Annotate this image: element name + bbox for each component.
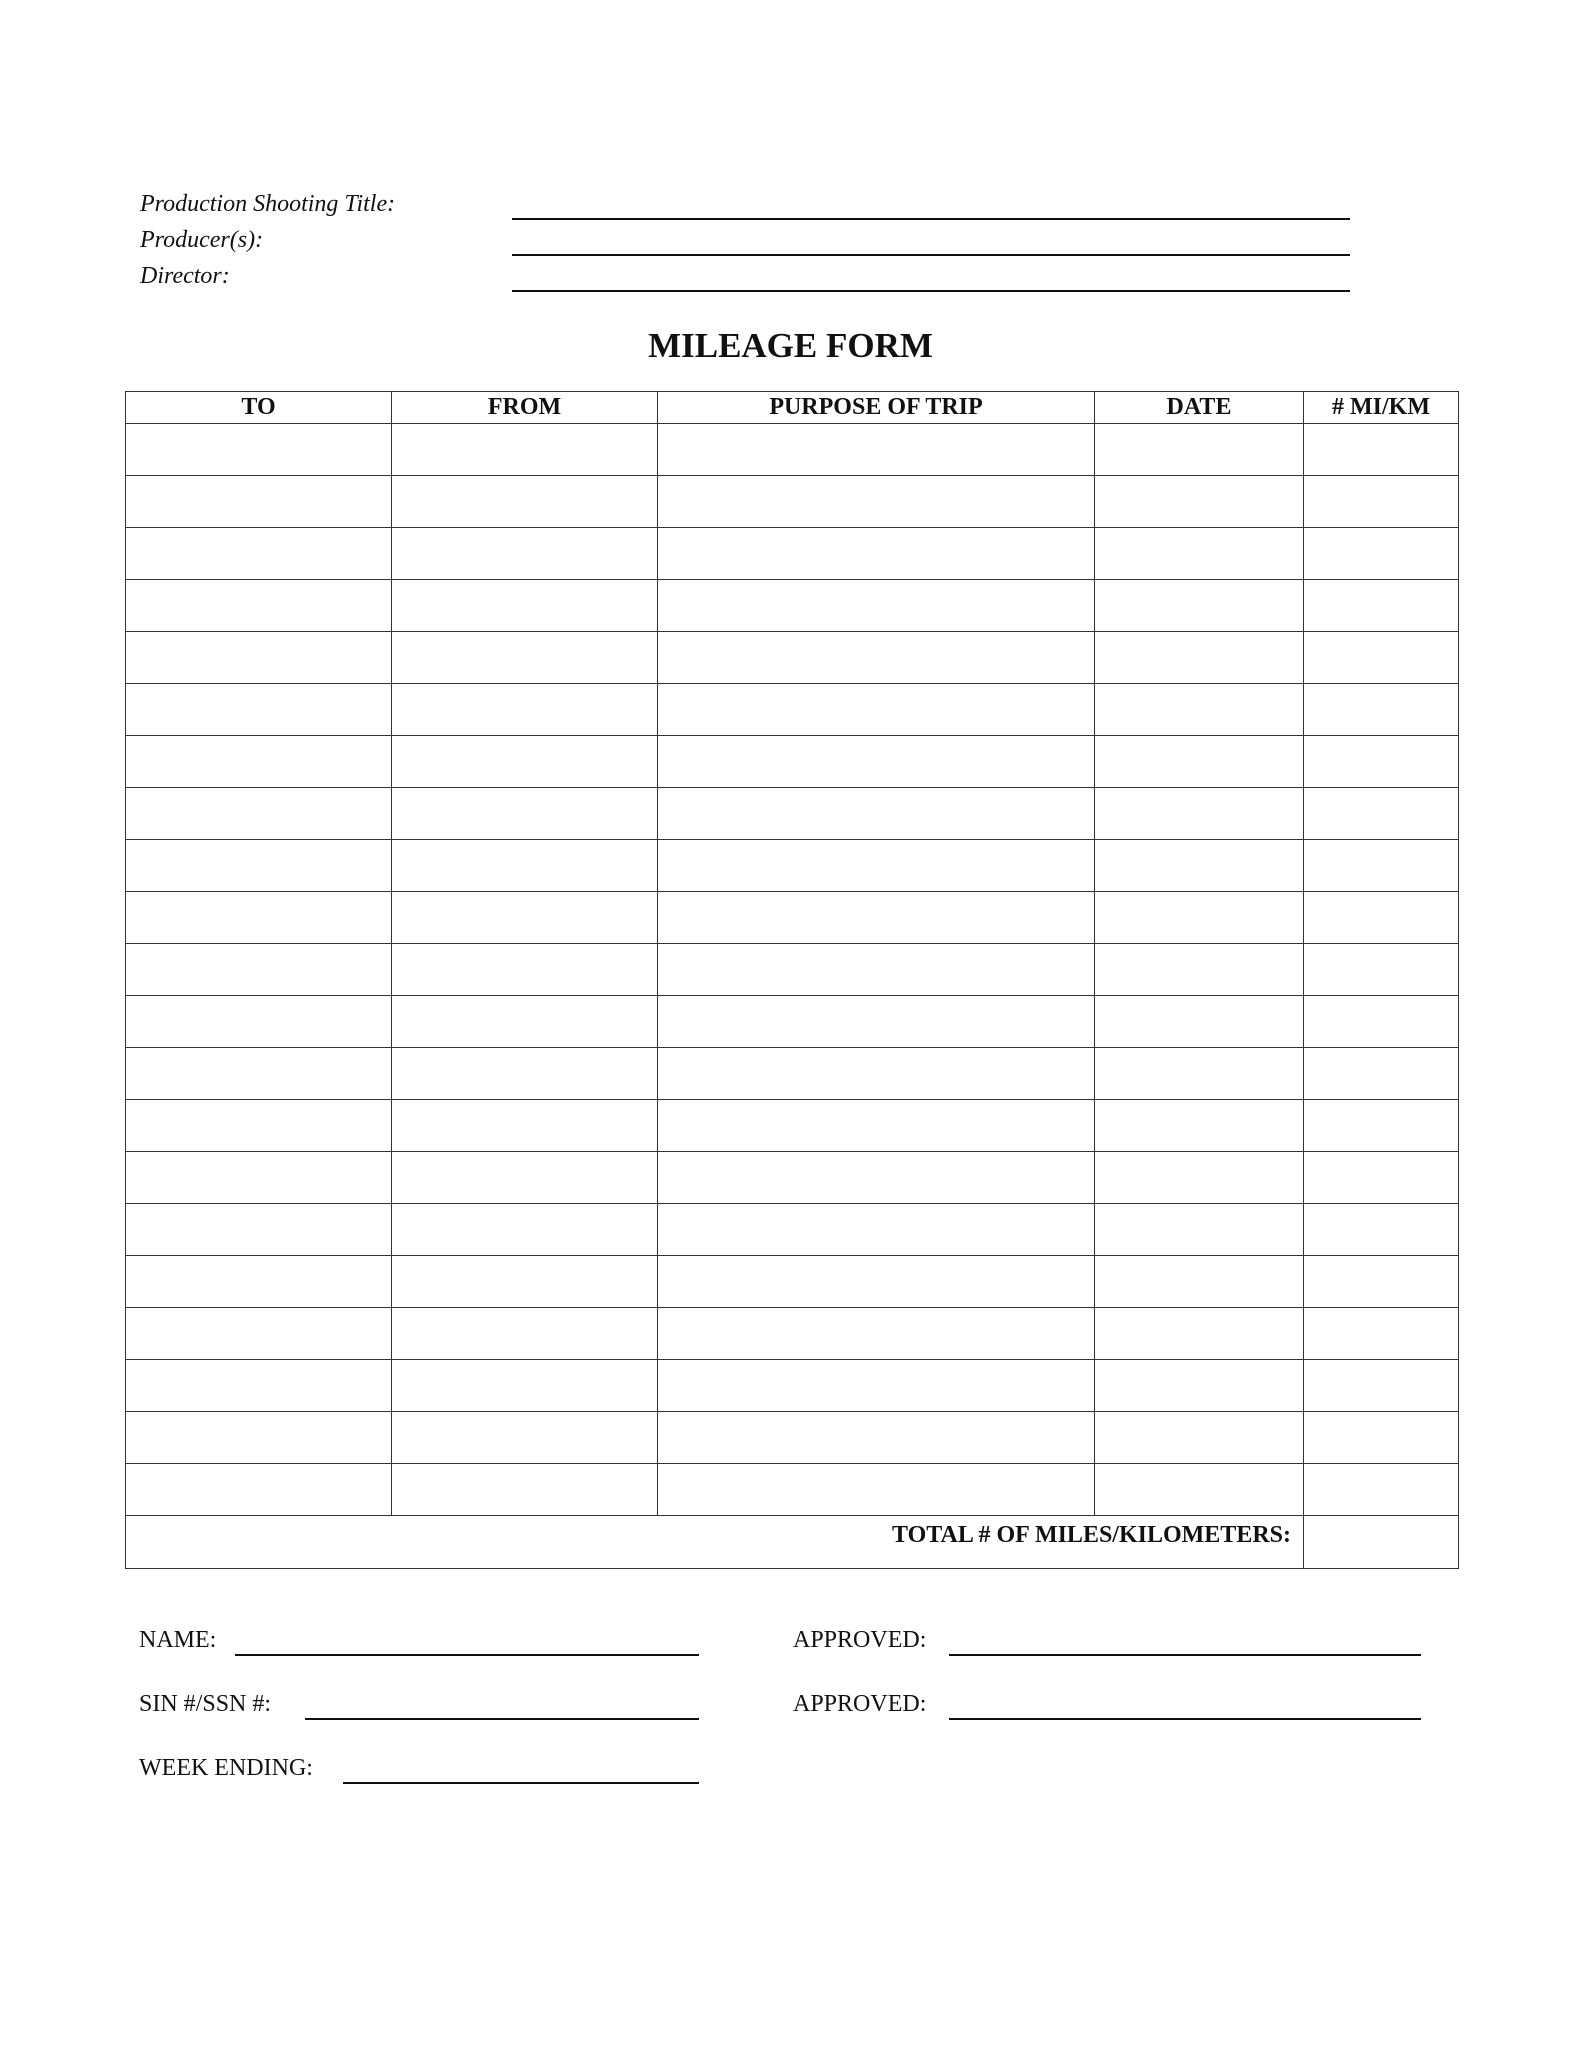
to-cell[interactable] bbox=[126, 1100, 392, 1152]
from-cell[interactable] bbox=[392, 632, 658, 684]
approved-label-1: APPROVED: bbox=[793, 1627, 927, 1653]
table-row bbox=[126, 1464, 1459, 1516]
approved-line-2[interactable] bbox=[949, 1718, 1421, 1720]
from-cell[interactable] bbox=[392, 840, 658, 892]
to-cell[interactable] bbox=[126, 1412, 392, 1464]
purpose-cell[interactable] bbox=[658, 528, 1095, 580]
purpose-cell[interactable] bbox=[658, 892, 1095, 944]
purpose-cell[interactable] bbox=[658, 476, 1095, 528]
to-cell[interactable] bbox=[126, 580, 392, 632]
from-cell[interactable] bbox=[392, 1100, 658, 1152]
from-cell[interactable] bbox=[392, 736, 658, 788]
total-row bbox=[126, 1516, 1459, 1569]
table-row bbox=[126, 1308, 1459, 1360]
table-row bbox=[126, 1412, 1459, 1464]
approved-field-1 bbox=[793, 1620, 1421, 1656]
distance-cell[interactable] bbox=[1304, 528, 1459, 580]
date-cell[interactable] bbox=[1095, 1308, 1304, 1360]
date-cell[interactable] bbox=[1095, 1048, 1304, 1100]
table-body bbox=[126, 424, 1459, 1516]
distance-cell[interactable] bbox=[1304, 736, 1459, 788]
to-cell[interactable] bbox=[126, 684, 392, 736]
table-row bbox=[126, 1152, 1459, 1204]
distance-cell[interactable] bbox=[1304, 580, 1459, 632]
date-cell[interactable] bbox=[1095, 1360, 1304, 1412]
from-cell[interactable] bbox=[392, 476, 658, 528]
sin-label: SIN #/SSN #: bbox=[139, 1691, 272, 1717]
director-line[interactable] bbox=[512, 290, 1350, 292]
distance-cell[interactable] bbox=[1304, 684, 1459, 736]
from-cell[interactable] bbox=[392, 424, 658, 476]
from-cell[interactable] bbox=[392, 684, 658, 736]
purpose-cell[interactable] bbox=[658, 1464, 1095, 1516]
table-row bbox=[126, 840, 1459, 892]
from-cell[interactable] bbox=[392, 1256, 658, 1308]
purpose-cell[interactable] bbox=[658, 840, 1095, 892]
distance-cell[interactable] bbox=[1304, 1412, 1459, 1464]
production-title-label: Production Shooting Title: bbox=[140, 191, 396, 217]
sin-field bbox=[139, 1684, 699, 1720]
date-cell[interactable] bbox=[1095, 1100, 1304, 1152]
table-row bbox=[126, 580, 1459, 632]
total-value-cell[interactable] bbox=[1304, 1516, 1459, 1569]
table-row bbox=[126, 1100, 1459, 1152]
date-cell[interactable] bbox=[1095, 1204, 1304, 1256]
purpose-cell[interactable] bbox=[658, 788, 1095, 840]
from-cell[interactable] bbox=[392, 1048, 658, 1100]
date-cell[interactable] bbox=[1095, 996, 1304, 1048]
from-cell[interactable] bbox=[392, 1360, 658, 1412]
table-row bbox=[126, 528, 1459, 580]
date-cell[interactable] bbox=[1095, 892, 1304, 944]
purpose-cell[interactable] bbox=[658, 996, 1095, 1048]
to-cell[interactable] bbox=[126, 476, 392, 528]
to-cell[interactable] bbox=[126, 788, 392, 840]
purpose-cell[interactable] bbox=[658, 1360, 1095, 1412]
distance-cell[interactable] bbox=[1304, 1464, 1459, 1516]
date-cell[interactable] bbox=[1095, 580, 1304, 632]
distance-cell[interactable] bbox=[1304, 424, 1459, 476]
date-cell[interactable] bbox=[1095, 840, 1304, 892]
table-row bbox=[126, 892, 1459, 944]
week-ending-field bbox=[139, 1748, 699, 1784]
production-title-field bbox=[140, 184, 1350, 220]
table-row bbox=[126, 1204, 1459, 1256]
date-cell[interactable] bbox=[1095, 632, 1304, 684]
to-cell[interactable] bbox=[126, 1204, 392, 1256]
to-cell[interactable] bbox=[126, 528, 392, 580]
distance-cell[interactable] bbox=[1304, 1308, 1459, 1360]
column-header-date: DATE bbox=[1095, 392, 1304, 424]
to-cell[interactable] bbox=[126, 1308, 392, 1360]
from-cell[interactable] bbox=[392, 1464, 658, 1516]
table-row bbox=[126, 1360, 1459, 1412]
total-label: TOTAL # OF MILES/KILOMETERS: bbox=[126, 1516, 1304, 1569]
to-cell[interactable] bbox=[126, 1152, 392, 1204]
distance-cell[interactable] bbox=[1304, 840, 1459, 892]
from-cell[interactable] bbox=[392, 528, 658, 580]
to-cell[interactable] bbox=[126, 1360, 392, 1412]
purpose-cell[interactable] bbox=[658, 632, 1095, 684]
table-row bbox=[126, 684, 1459, 736]
purpose-cell[interactable] bbox=[658, 944, 1095, 996]
distance-cell[interactable] bbox=[1304, 892, 1459, 944]
approved-label-2: APPROVED: bbox=[793, 1691, 927, 1717]
to-cell[interactable] bbox=[126, 840, 392, 892]
table-row bbox=[126, 788, 1459, 840]
table-row bbox=[126, 476, 1459, 528]
date-cell[interactable] bbox=[1095, 1152, 1304, 1204]
date-cell[interactable] bbox=[1095, 424, 1304, 476]
producers-label: Producer(s): bbox=[140, 227, 264, 253]
distance-cell[interactable] bbox=[1304, 1152, 1459, 1204]
date-cell[interactable] bbox=[1095, 944, 1304, 996]
column-header-distance: # MI/KM bbox=[1304, 392, 1459, 424]
to-cell[interactable] bbox=[126, 1464, 392, 1516]
distance-cell[interactable] bbox=[1304, 1100, 1459, 1152]
purpose-cell[interactable] bbox=[658, 1152, 1095, 1204]
date-cell[interactable] bbox=[1095, 1256, 1304, 1308]
table-row bbox=[126, 632, 1459, 684]
from-cell[interactable] bbox=[392, 788, 658, 840]
date-cell[interactable] bbox=[1095, 1464, 1304, 1516]
week-ending-label: WEEK ENDING: bbox=[139, 1755, 313, 1781]
date-cell[interactable] bbox=[1095, 736, 1304, 788]
table-row bbox=[126, 736, 1459, 788]
distance-cell[interactable] bbox=[1304, 1048, 1459, 1100]
purpose-cell[interactable] bbox=[658, 1100, 1095, 1152]
from-cell[interactable] bbox=[392, 996, 658, 1048]
producers-field bbox=[140, 220, 1350, 256]
approved-line-1[interactable] bbox=[949, 1654, 1421, 1656]
director-label: Director: bbox=[140, 263, 230, 289]
to-cell[interactable] bbox=[126, 632, 392, 684]
date-cell[interactable] bbox=[1095, 476, 1304, 528]
table-header-row bbox=[126, 392, 1459, 424]
purpose-cell[interactable] bbox=[658, 580, 1095, 632]
sin-line[interactable] bbox=[305, 1718, 699, 1720]
distance-cell[interactable] bbox=[1304, 1204, 1459, 1256]
distance-cell[interactable] bbox=[1304, 788, 1459, 840]
director-field bbox=[140, 256, 1350, 292]
from-cell[interactable] bbox=[392, 1308, 658, 1360]
date-cell[interactable] bbox=[1095, 788, 1304, 840]
name-field bbox=[139, 1620, 699, 1656]
to-cell[interactable] bbox=[126, 736, 392, 788]
from-cell[interactable] bbox=[392, 580, 658, 632]
purpose-cell[interactable] bbox=[658, 424, 1095, 476]
to-cell[interactable] bbox=[126, 424, 392, 476]
distance-cell[interactable] bbox=[1304, 476, 1459, 528]
date-cell[interactable] bbox=[1095, 528, 1304, 580]
table-row bbox=[126, 944, 1459, 996]
table-row bbox=[126, 424, 1459, 476]
purpose-cell[interactable] bbox=[658, 736, 1095, 788]
to-cell[interactable] bbox=[126, 996, 392, 1048]
column-header-to: TO bbox=[126, 392, 392, 424]
date-cell[interactable] bbox=[1095, 684, 1304, 736]
purpose-cell[interactable] bbox=[658, 1256, 1095, 1308]
approved-field-2 bbox=[793, 1684, 1421, 1720]
from-cell[interactable] bbox=[392, 1152, 658, 1204]
mileage-table bbox=[125, 391, 1459, 1569]
from-cell[interactable] bbox=[392, 944, 658, 996]
from-cell[interactable] bbox=[392, 892, 658, 944]
to-cell[interactable] bbox=[126, 1048, 392, 1100]
table-row bbox=[126, 1048, 1459, 1100]
purpose-cell[interactable] bbox=[658, 684, 1095, 736]
date-cell[interactable] bbox=[1095, 1412, 1304, 1464]
purpose-cell[interactable] bbox=[658, 1204, 1095, 1256]
week-ending-line[interactable] bbox=[343, 1782, 699, 1784]
table-row bbox=[126, 996, 1459, 1048]
from-cell[interactable] bbox=[392, 1204, 658, 1256]
distance-cell[interactable] bbox=[1304, 1360, 1459, 1412]
column-header-from: FROM bbox=[392, 392, 658, 424]
distance-cell[interactable] bbox=[1304, 1256, 1459, 1308]
to-cell[interactable] bbox=[126, 1256, 392, 1308]
distance-cell[interactable] bbox=[1304, 944, 1459, 996]
to-cell[interactable] bbox=[126, 892, 392, 944]
purpose-cell[interactable] bbox=[658, 1048, 1095, 1100]
name-label: NAME: bbox=[139, 1627, 217, 1653]
distance-cell[interactable] bbox=[1304, 996, 1459, 1048]
form-title: MILEAGE FORM bbox=[648, 326, 933, 365]
from-cell[interactable] bbox=[392, 1412, 658, 1464]
column-header-purpose: PURPOSE OF TRIP bbox=[658, 392, 1095, 424]
purpose-cell[interactable] bbox=[658, 1412, 1095, 1464]
distance-cell[interactable] bbox=[1304, 632, 1459, 684]
purpose-cell[interactable] bbox=[658, 1308, 1095, 1360]
table-row bbox=[126, 1256, 1459, 1308]
name-line[interactable] bbox=[235, 1654, 699, 1656]
to-cell[interactable] bbox=[126, 944, 392, 996]
